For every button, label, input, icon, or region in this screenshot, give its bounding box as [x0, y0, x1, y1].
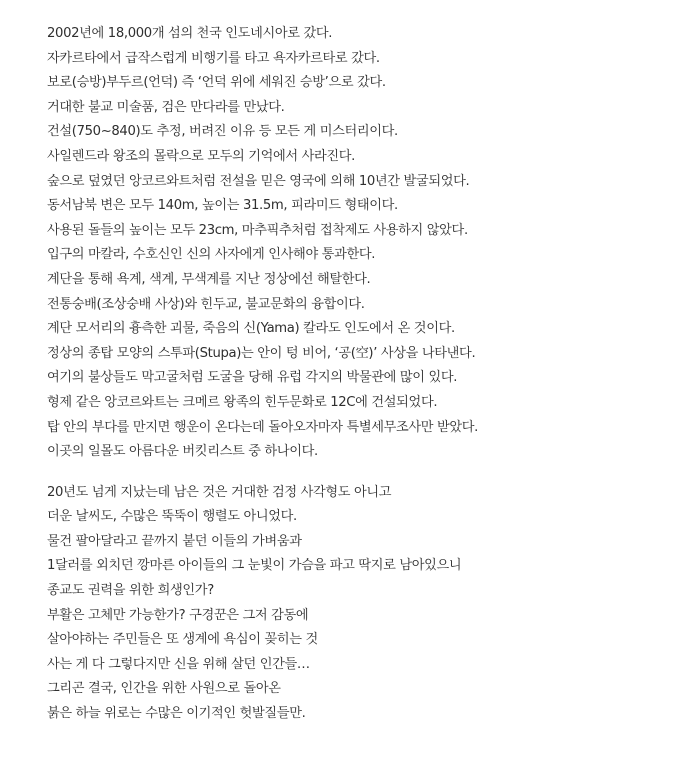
poem-line: 자카르타에서 급작스럽게 비행기를 타고 욕자카르타로 갔다. — [47, 50, 380, 66]
poem-line: 계단을 통해 욕계, 색계, 무색계를 지난 정상에선 해탈한다. — [47, 271, 371, 287]
poem-line: 보로(승방)부두르(언덕) 즉 ‘언덕 위에 세워진 승방’으로 갔다. — [47, 75, 386, 91]
poem-line: 종교도 권력을 위한 희생인가? — [47, 583, 214, 599]
poem-line: 입구의 마칼라, 수호신인 신의 사자에게 인사해야 통과한다. — [47, 247, 376, 263]
poem-line: 정상의 종탑 모양의 스투파(Stupa)는 안이 텅 비어, ‘공(空)’ 사상을 나타낸다. — [47, 345, 476, 361]
poem-line: 숲으로 덮였던 앙코르와트처럼 전설을 믿은 영국에 의해 10년간 발굴되었다. — [47, 173, 470, 189]
poem-line: 이곳의 일몰도 아름다운 버킷리스트 중 하나이다. — [47, 444, 318, 460]
poem-line: 사는 게 다 그렇다지만 신을 위해 살던 인간들… — [47, 656, 310, 672]
poem-line: 2002년에 18,000개 섬의 천국 인도네시아로 갔다. — [47, 26, 333, 41]
poem-line: 거대한 불교 미술품, 검은 만다라를 만났다. — [47, 99, 285, 115]
stanza-2 — [47, 481, 687, 727]
poem-line: 그리곤 결국, 인간을 위한 사원으로 돌아온 — [47, 681, 281, 697]
poem-line: 1달러를 외치던 깡마른 아이들의 그 눈빛이 가슴을 파고 딱지로 남아있으니 — [47, 558, 462, 574]
poem-line: 계단 모서리의 흉측한 괴물, 죽음의 신(Yama) 칼라도 인도에서 온 것이다. — [47, 321, 455, 337]
poem-line: 부활은 고체만 가능한가? 구경꾼은 그저 감동에 — [47, 607, 309, 623]
poem-line: 더운 날씨도, 수많은 뚝뚝이 행렬도 아니었다. — [47, 509, 297, 525]
poem-line: 사일렌드라 왕조의 몰락으로 모두의 기억에서 사라진다. — [47, 148, 355, 164]
poem-line: 전통숭배(조상숭배 사상)와 힌두교, 불교문화의 융합이다. — [47, 296, 365, 312]
poem-line: 20년도 넘게 지났는데 남은 것은 거대한 검정 사각형도 아니고 — [47, 484, 392, 500]
poem-text — [47, 22, 687, 727]
poem-line: 붉은 하늘 위로는 수많은 이기적인 헛발질들만. — [47, 706, 306, 722]
poem-line: 살아야하는 주민들은 또 생계에 욕심이 꽂히는 것 — [47, 632, 318, 648]
poem-line: 여기의 불상들도 막고굴처럼 도굴을 당해 유럽 각지의 박물관에 많이 있다. — [47, 370, 458, 386]
poem-line: 물건 팔아달라고 끝까지 붙던 이들의 가벼움과 — [47, 533, 302, 549]
stanza-1 — [47, 22, 687, 465]
poem-line: 건설(750~840)도 추정, 버려진 이유 등 모든 게 미스터리이다. — [47, 124, 398, 140]
poem-line: 동서남북 변은 모두 140m, 높이는 31.5m, 피라미드 형태이다. — [47, 198, 398, 214]
poem-line: 사용된 돌들의 높이는 모두 23cm, 마추픽추처럼 접착제도 사용하지 않았다. — [47, 222, 468, 238]
poem-line: 탑 안의 부다를 만지면 행운이 온다는데 돌아오자마자 특별세무조사만 받았다. — [47, 419, 479, 435]
poem-line: 형제 같은 앙코르와트는 크메르 왕족의 힌두문화로 12C에 건설되었다. — [47, 394, 438, 410]
